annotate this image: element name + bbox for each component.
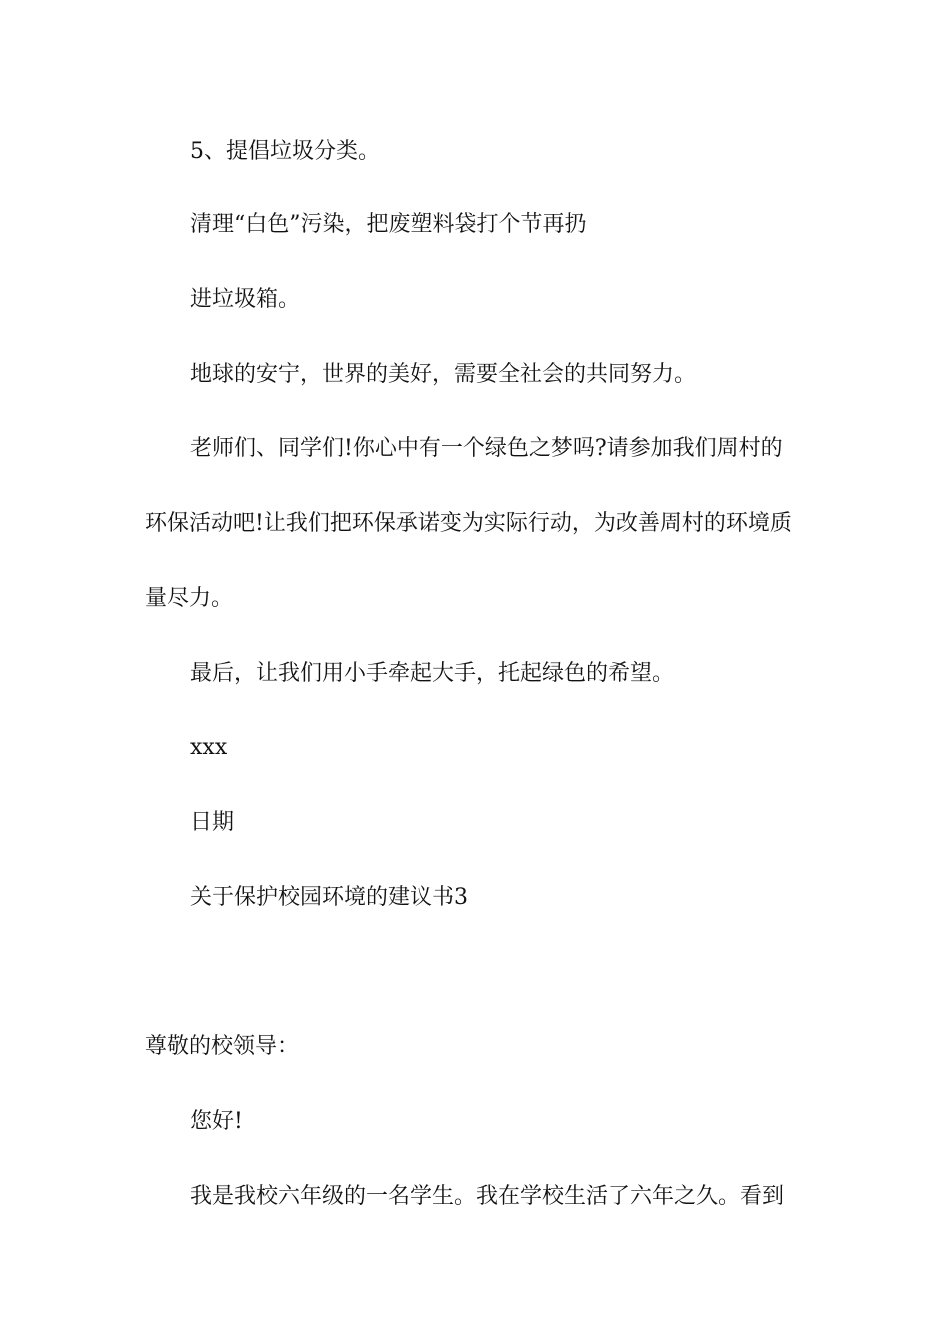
paragraph-line: 清理“白色”污染，把废塑料袋打个节再扔 — [190, 212, 587, 237]
salutation: 尊敬的校领导： — [145, 1034, 300, 1059]
paragraph-line: 环保活动吧!让我们把环保承诺变为实际行动，为改善周村的环境质 — [145, 511, 792, 536]
paragraph-line: 最后，让我们用小手牵起大手，托起绿色的希望。 — [190, 661, 675, 686]
paragraph-line: 地球的安宁，世界的美好，需要全社会的共同努力。 — [190, 362, 697, 387]
greeting: 您好! — [190, 1109, 243, 1134]
date-line: 日期 — [190, 810, 235, 835]
paragraph-line: 量尽力。 — [145, 586, 234, 611]
paragraph-line: 5、提倡垃圾分类。 — [190, 139, 380, 164]
paragraph-line: 老师们、同学们!你心中有一个绿色之梦吗?请参加我们周村的 — [190, 436, 783, 461]
signature-line: xxx — [190, 735, 228, 760]
paragraph-line: 进垃圾箱。 — [190, 287, 301, 312]
paragraph-line: 我是我校六年级的一名学生。我在学校生活了六年之久。看到 — [190, 1184, 785, 1209]
section-title: 关于保护校园环境的建议书3 — [190, 885, 468, 910]
